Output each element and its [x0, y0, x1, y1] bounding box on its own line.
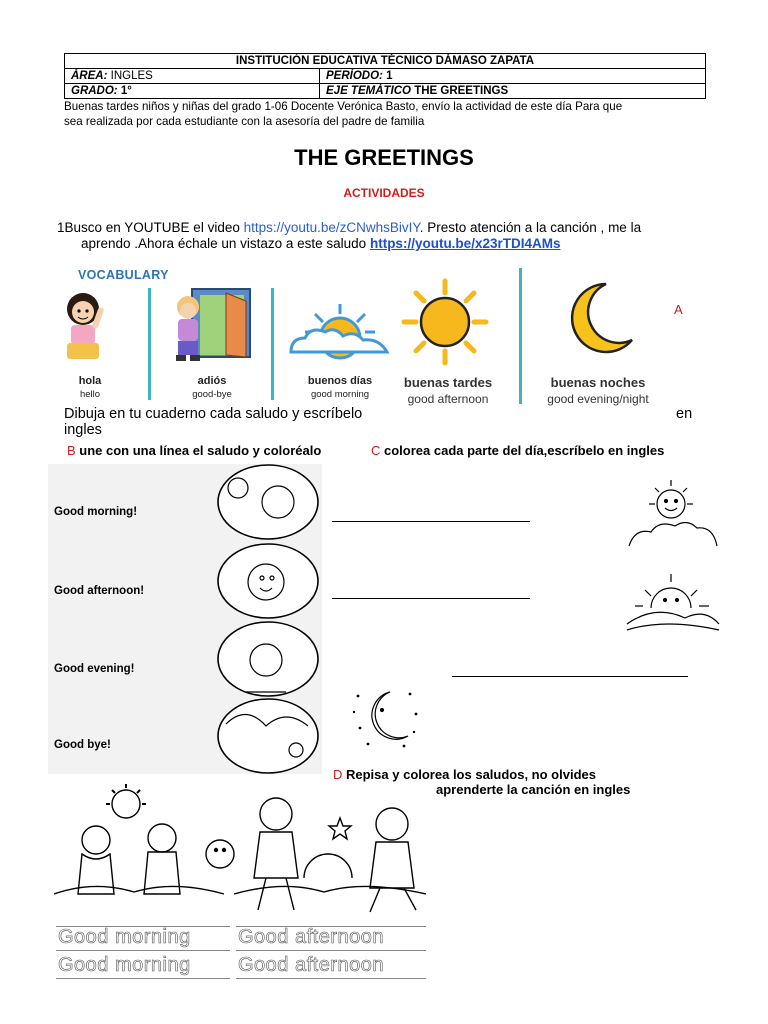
section-c-heading: C colorea cada parte del día,escríbelo en ingles — [371, 443, 665, 458]
answer-line[interactable] — [332, 598, 530, 599]
youtube-link-1[interactable]: https://youtu.be/zCNwhsBivIY — [243, 220, 420, 235]
tracing-text: Good morning — [58, 954, 191, 976]
vocab-separator — [271, 288, 274, 400]
eje-value: THE GREETINGS — [414, 85, 509, 97]
tracing-text: Good afternoon — [238, 954, 384, 976]
greeting-label: Good evening! — [54, 663, 135, 675]
activities-heading: ACTIVIDADES — [343, 186, 425, 200]
tracing-guide-line — [56, 978, 230, 979]
vocab-item: adiós good-bye — [192, 375, 232, 400]
vocab-item: hola hello — [78, 375, 102, 400]
section-d-heading-line2: aprenderte la canción en ingles — [436, 782, 631, 797]
tracing-guide-line — [56, 950, 230, 951]
vocab-item: buenas tardes good afternoon — [403, 375, 493, 406]
vocab-item: buenas noches good evening/night — [547, 375, 649, 406]
answer-line[interactable] — [452, 676, 688, 677]
draw-instruction: Dibuja en tu cuaderno cada saludo y escríbelo en ingles — [64, 406, 693, 438]
header-table — [64, 53, 706, 99]
tracing-text: Good afternoon — [238, 926, 384, 948]
grado-label: GRADO: — [71, 85, 118, 97]
greetings-matching-panel — [48, 464, 322, 774]
section-b-heading: B une con una línea el saludo y coloréalo — [67, 443, 322, 458]
afternoon-sun-drawing-icon — [625, 568, 720, 632]
vocab-separator — [519, 268, 522, 404]
area-value: INGLES — [110, 70, 153, 82]
section-d-heading: D Repisa y colorea los saludos, no olvides — [333, 767, 596, 782]
vocab-item: buenos días good morning — [307, 375, 373, 400]
eje-label: EJE TEMÁTICO — [326, 85, 411, 97]
vocab-separator — [148, 288, 151, 400]
children-greeting-scene-icon — [54, 784, 426, 920]
night-moon-drawing-icon — [350, 684, 424, 752]
area-label: ÁREA: — [71, 70, 108, 82]
boy-at-door-icon — [166, 285, 256, 369]
moon-icon — [560, 278, 640, 358]
step-1-text: 1Busco en YOUTUBE el video https://youtu.be/zCNwhsBivIY. Presto atención a la canción , me la aprendo .Ahora échale un vistazo a este saludo https://youtu.be/x23rTDI4AMs — [57, 220, 642, 251]
greeting-label: Good morning! — [54, 506, 138, 518]
morning-sun-drawing-icon — [625, 476, 720, 552]
periodo-value: 1 — [386, 70, 393, 82]
girl-waving-icon — [55, 285, 125, 365]
sun-icon — [400, 277, 490, 367]
youtube-link-2[interactable]: https://youtu.be/x23rTDI4AMs — [369, 236, 561, 251]
greeting-label: Good bye! — [54, 739, 111, 751]
greeting-scenes-icon — [216, 464, 322, 774]
tracing-guide-line — [236, 978, 426, 979]
answer-line[interactable] — [332, 521, 530, 522]
cloud-sun-icon — [285, 300, 395, 360]
vocabulary-heading: VOCABULARY — [78, 268, 169, 282]
periodo-label: PERÍODO: — [326, 70, 383, 82]
tracing-guide-line — [236, 950, 426, 951]
intro-text: Buenas tardes niños y niñas del grado 1-06 Docente Verónica Basto, envío la actividad de este día Para que sea realizada por cada estudiante con la asesoría del padre de familia — [64, 100, 623, 128]
grado-value: 1° — [120, 85, 132, 97]
section-a-marker: A — [674, 302, 683, 317]
institution-name: INSTITUCIÓN EDUCATIVA TÉCNICO DÁMASO ZAPATA — [235, 55, 535, 67]
page-title: THE GREETINGS — [294, 145, 474, 170]
greeting-label: Good afternoon! — [54, 585, 145, 597]
tracing-text: Good morning — [58, 926, 191, 948]
